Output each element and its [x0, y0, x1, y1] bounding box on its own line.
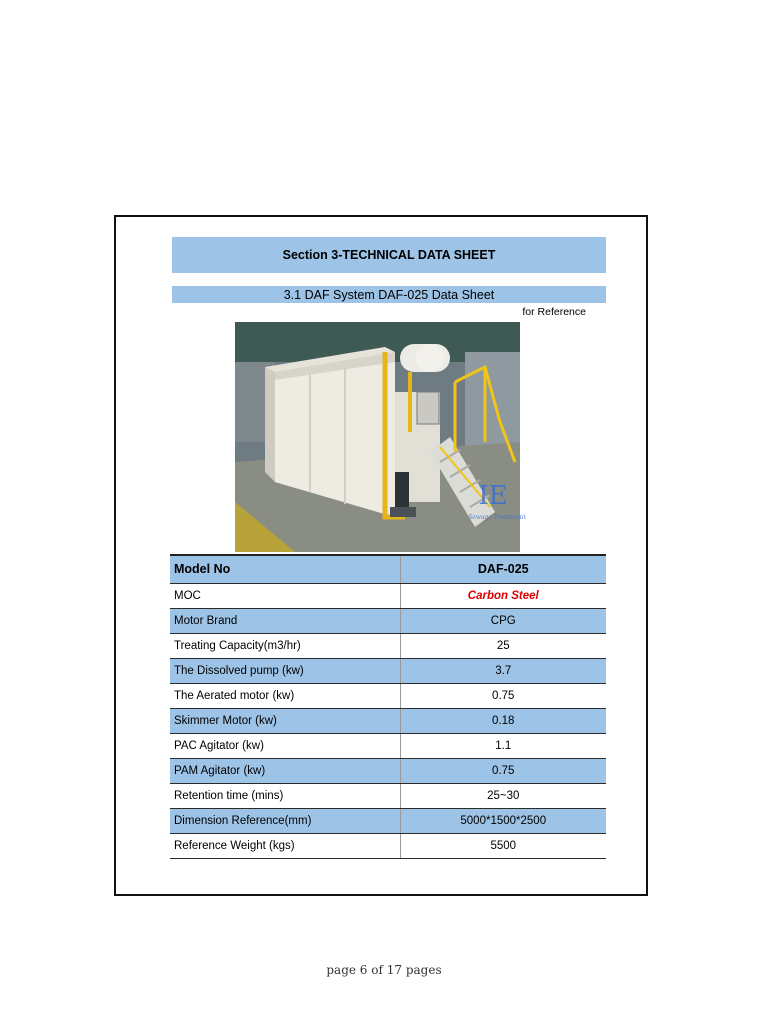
table-cell-label: Reference Weight (kgs) — [170, 833, 400, 858]
table-row — [170, 708, 606, 733]
table-cell-label: PAC Agitator (kw) — [170, 733, 400, 758]
subtitle-text: 3.1 DAF System DAF-025 Data Sheet — [283, 287, 495, 302]
table-row — [170, 758, 606, 783]
table-cell-value: 25 — [400, 633, 606, 658]
table-cell-value: 5500 — [400, 833, 606, 858]
table-cell-label: Skimmer Motor (kw) — [170, 708, 400, 733]
table-cell-value: 0.75 — [400, 758, 606, 783]
table-row — [170, 658, 606, 683]
table-cell-label: The Dissolved pump (kw) — [170, 658, 400, 683]
table-header-row — [170, 555, 606, 583]
table-cell-value — [400, 583, 606, 608]
table-row — [170, 683, 606, 708]
table-cell-label: Dimension Reference(mm) — [170, 808, 400, 833]
table-row — [170, 733, 606, 758]
table-row — [170, 633, 606, 658]
table-row — [170, 583, 606, 608]
table-cell-value: 25~30 — [400, 783, 606, 808]
logo-watermark-text: Sewage Treatment — [468, 514, 526, 521]
table-cell-label: Retention time (mins) — [170, 783, 400, 808]
table-cell-label: The Aerated motor (kw) — [170, 683, 400, 708]
product-photo — [235, 322, 526, 552]
page-footer: page 6 of 17 pages — [326, 963, 442, 977]
table-cell-label: MOC — [170, 583, 400, 608]
table-cell-value: 0.75 — [400, 683, 606, 708]
table-cell-label: PAM Agitator (kw) — [170, 758, 400, 783]
daf-unit-illustration — [235, 322, 526, 552]
table-cell-label: Motor Brand — [170, 608, 400, 633]
table-cell-value: CPG — [400, 608, 606, 633]
logo-watermark-icon: IE — [478, 481, 508, 511]
table-cell-value: DAF-025 — [400, 555, 606, 583]
section-title-text: Section 3-TECHNICAL DATA SHEET — [282, 248, 496, 262]
table-row — [170, 833, 606, 858]
table-row — [170, 608, 606, 633]
table-cell-value: 5000*1500*2500 — [400, 808, 606, 833]
table-cell-value: 1.1 — [400, 733, 606, 758]
table-row — [170, 808, 606, 833]
spec-table — [170, 554, 606, 859]
table-row — [170, 783, 606, 808]
moc-value: Carbon Steel — [467, 589, 539, 602]
table-cell-label: Model No — [170, 555, 400, 583]
for-reference-note: for Reference — [522, 306, 586, 318]
table-cell-value: 0.18 — [400, 708, 606, 733]
subtitle-bar — [172, 286, 606, 303]
section-title — [172, 237, 606, 273]
table-cell-label: Treating Capacity(m3/hr) — [170, 633, 400, 658]
table-cell-value: 3.7 — [400, 658, 606, 683]
